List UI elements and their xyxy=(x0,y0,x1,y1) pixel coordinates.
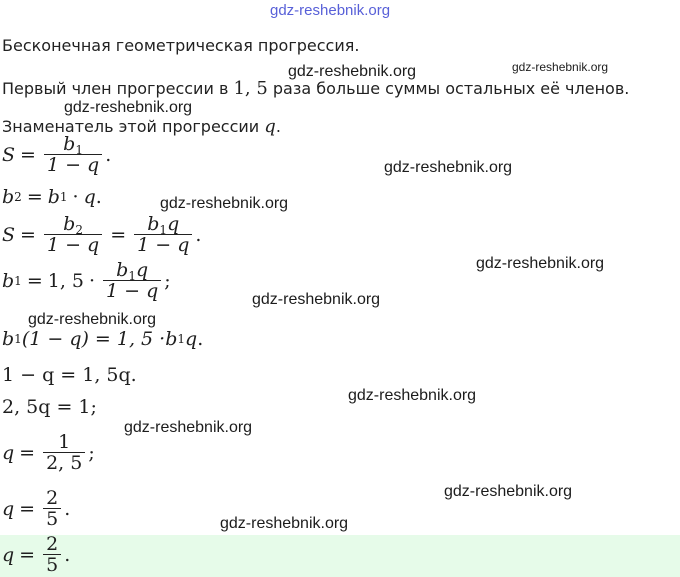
var-q: q xyxy=(83,186,96,208)
equation-line: 1 − q = 1, 5q. xyxy=(2,364,137,386)
equation-sum xyxy=(2,134,111,176)
equation-line: 2, 5q = 1; xyxy=(2,396,97,418)
fraction xyxy=(44,134,102,176)
var-q: q xyxy=(167,213,180,235)
equation-rest-sum xyxy=(2,214,201,256)
var-b: b xyxy=(63,133,76,155)
fraction xyxy=(44,214,102,256)
watermark: gdz-reshebnik.org xyxy=(160,195,289,212)
fraction xyxy=(43,534,61,576)
fraction xyxy=(134,214,192,256)
var-q: q xyxy=(2,442,15,464)
watermark: gdz-reshebnik.org xyxy=(252,291,381,308)
denominator: 1 − q xyxy=(134,234,192,256)
var-b: b xyxy=(165,328,178,350)
period: . xyxy=(197,328,204,350)
period: . xyxy=(95,186,102,208)
numerator: 2 xyxy=(46,487,59,509)
subscript: 1 xyxy=(159,223,168,237)
condition-text: раза больше суммы остальных её членов. xyxy=(267,79,630,98)
denominator: 5 xyxy=(43,554,61,576)
period: . xyxy=(64,498,71,520)
var-b: b xyxy=(116,259,129,281)
equals: = xyxy=(19,442,36,464)
number: 1, 5 xyxy=(47,270,84,292)
var-b: b xyxy=(2,186,15,208)
numerator: 2 xyxy=(46,533,59,555)
semicolon: ; xyxy=(88,442,95,464)
equals: = xyxy=(26,186,43,208)
equals: = xyxy=(19,498,36,520)
fraction xyxy=(43,488,61,530)
var-q: q xyxy=(2,544,15,566)
denominator: 1 − q xyxy=(103,280,161,302)
equation-q-fraction xyxy=(2,432,95,474)
watermark: gdz-reshebnik.org xyxy=(28,311,157,328)
watermark: gdz-reshebnik.org xyxy=(348,387,477,404)
question-text: . xyxy=(275,117,281,136)
semicolon: ; xyxy=(164,270,171,292)
equation-condition: b 1 = 1, 5 · $\frac{b_1q}{1 - q}$ ; xyxy=(2,259,171,302)
var-q: q xyxy=(185,328,198,350)
subscript: 1 xyxy=(128,269,136,283)
site-header-link[interactable]: gdz-reshebnik.org xyxy=(270,2,391,19)
problem-condition xyxy=(2,78,629,99)
var-b: b xyxy=(2,328,15,350)
denominator: 1 − q xyxy=(44,234,102,256)
expression: (1 − q) = 1, 5 · xyxy=(21,328,166,350)
equals: = xyxy=(19,544,36,566)
numerator: 1 xyxy=(58,431,71,453)
var-q: q xyxy=(2,498,15,520)
denominator: 2, 5 xyxy=(43,452,85,474)
fraction xyxy=(103,260,161,302)
period: . xyxy=(64,544,71,566)
var-b: b xyxy=(47,186,60,208)
var-b: b xyxy=(2,270,15,292)
equation-q-result xyxy=(2,488,70,530)
watermark: gdz-reshebnik.org xyxy=(444,483,573,500)
denominator: 5 xyxy=(43,508,61,530)
equals: = xyxy=(110,224,127,246)
problem-title: Бесконечная геометрическая прогрессия. xyxy=(2,36,360,55)
period: . xyxy=(105,144,112,166)
period: . xyxy=(195,224,202,246)
watermark: gdz-reshebnik.org xyxy=(476,255,605,272)
subscript: 2 xyxy=(75,223,83,237)
equation-simplified: b 1 (1 − q) = 1, 5 · b 1 q . xyxy=(2,328,204,350)
subscript: 1 xyxy=(75,143,83,157)
equals: = xyxy=(20,144,36,166)
var-b: b xyxy=(147,213,160,235)
var-q: q xyxy=(135,259,149,281)
variable-q: q xyxy=(264,116,276,137)
dot: · xyxy=(72,186,79,208)
denominator: 1 − q xyxy=(44,154,102,176)
question-text: Знаменатель этой прогрессии xyxy=(2,117,265,136)
watermark: gdz-reshebnik.org xyxy=(384,159,513,176)
watermark: gdz-reshebnik.org xyxy=(124,419,253,436)
watermark: gdz-reshebnik.org xyxy=(288,63,417,80)
equals: = xyxy=(26,270,43,292)
fraction xyxy=(43,432,85,474)
watermark: gdz-reshebnik.org xyxy=(64,99,193,116)
answer-highlight xyxy=(0,535,680,577)
watermark: gdz-reshebnik.org xyxy=(512,60,609,74)
ratio-value: 1, 5 xyxy=(233,78,268,99)
var-S: S xyxy=(2,144,16,166)
watermark: gdz-reshebnik.org xyxy=(220,515,349,532)
var-b: b xyxy=(63,213,76,235)
equation-b2: b 2 = b 1 · q . xyxy=(2,186,102,208)
var-S: S xyxy=(2,224,16,246)
equals: = xyxy=(20,224,36,246)
condition-text: Первый член прогрессии в xyxy=(2,79,234,98)
answer xyxy=(2,534,70,576)
dot: · xyxy=(89,270,96,292)
